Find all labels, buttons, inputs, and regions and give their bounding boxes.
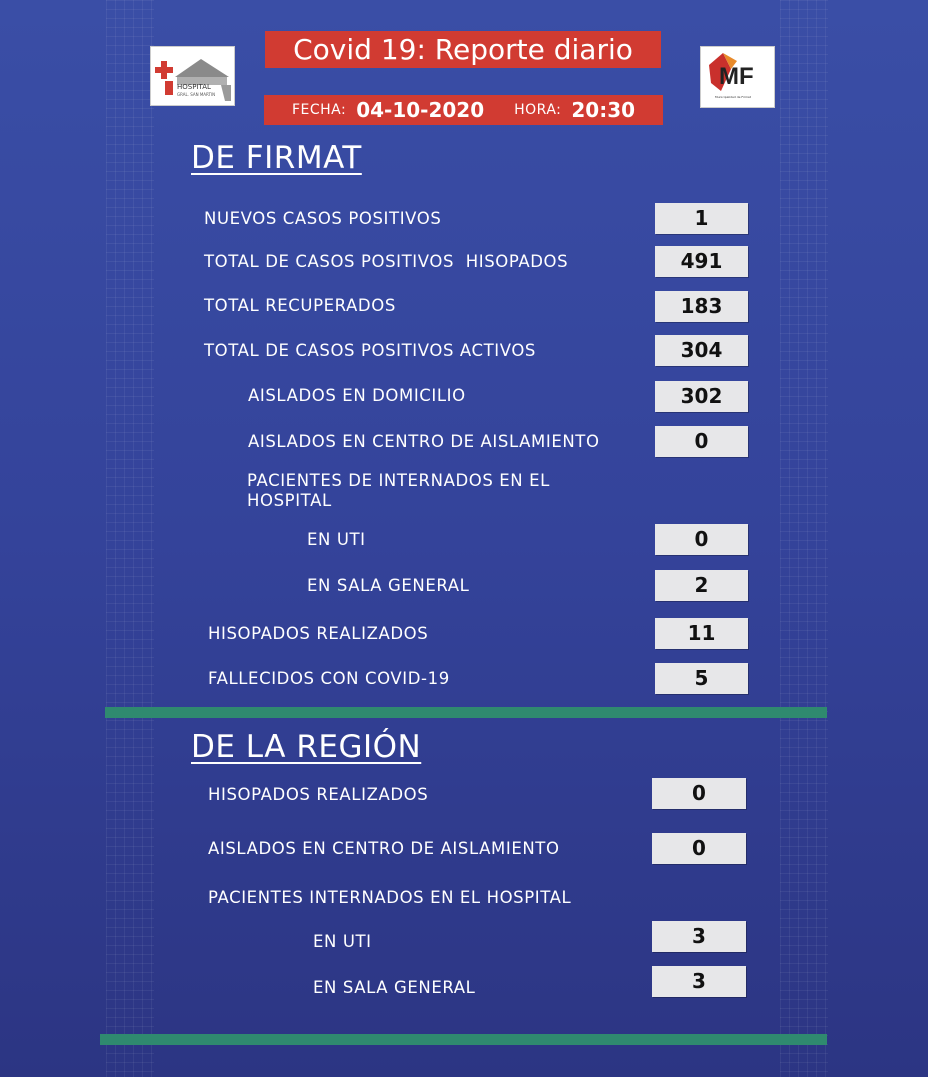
stat-value: 0 xyxy=(655,426,748,457)
stat-label: EN UTI xyxy=(307,530,366,549)
stat-value: 302 xyxy=(655,381,748,412)
stat-value: 5 xyxy=(655,663,748,694)
date-value: 04-10-2020 xyxy=(356,98,485,122)
stat-value: 0 xyxy=(655,524,748,555)
stat-label: TOTAL RECUPERADOS xyxy=(204,296,396,315)
stat-value: 11 xyxy=(655,618,748,649)
stat-label: AISLADOS EN DOMICILIO xyxy=(248,386,466,405)
stat-label: FALLECIDOS CON COVID-19 xyxy=(208,669,450,688)
stat-label: PACIENTES DE INTERNADOS EN EL HOSPITAL xyxy=(247,471,550,510)
stat-value: 183 xyxy=(655,291,748,322)
hospital-logo-text: HOSPITAL xyxy=(177,83,211,91)
stat-label: NUEVOS CASOS POSITIVOS xyxy=(204,209,442,228)
stat-value: 3 xyxy=(652,966,746,997)
stat-label: HISOPADOS REALIZADOS xyxy=(208,624,429,643)
stat-value: 491 xyxy=(655,246,748,277)
stat-value: 1 xyxy=(655,203,748,234)
municipal-logo xyxy=(700,46,775,108)
section-divider xyxy=(100,1034,827,1045)
hospital-logo xyxy=(150,46,235,106)
stat-value: 304 xyxy=(655,335,748,366)
stat-label: HISOPADOS REALIZADOS xyxy=(208,785,429,804)
stat-label: EN UTI xyxy=(313,932,372,951)
stat-label: AISLADOS EN CENTRO DE AISLAMIENTO xyxy=(248,432,600,451)
stat-label: AISLADOS EN CENTRO DE AISLAMIENTO xyxy=(208,839,560,858)
stat-value: 0 xyxy=(652,778,746,809)
grid-strip-right xyxy=(780,0,828,1077)
stat-value: 3 xyxy=(652,921,746,952)
stat-label: EN SALA GENERAL xyxy=(313,978,476,997)
section-divider xyxy=(105,707,827,718)
stat-label: TOTAL DE CASOS POSITIVOS HISOPADOS xyxy=(204,252,569,271)
stat-value: 0 xyxy=(652,833,746,864)
stat-label: TOTAL DE CASOS POSITIVOS ACTIVOS xyxy=(204,341,536,360)
stat-label: PACIENTES INTERNADOS EN EL HOSPITAL xyxy=(208,888,572,907)
report-title: Covid 19: Reporte diario xyxy=(265,31,661,68)
date-label: FECHA: xyxy=(291,102,347,118)
municipal-logo-subtext: Municipalidad de Firmat xyxy=(715,95,751,99)
section-title-firmat: DE FIRMAT xyxy=(191,140,362,176)
municipal-logo-text: MF xyxy=(719,63,754,90)
section-title-region: DE LA REGIÓN xyxy=(191,729,422,765)
grid-strip-left xyxy=(106,0,154,1077)
stat-value: 2 xyxy=(655,570,748,601)
time-value: 20:30 xyxy=(571,98,636,122)
time-label: HORA: xyxy=(514,102,562,118)
hospital-logo-subtext: GRAL. SAN MARTIN xyxy=(177,92,216,97)
date-time-banner xyxy=(264,95,663,125)
stat-label: EN SALA GENERAL xyxy=(307,576,470,595)
